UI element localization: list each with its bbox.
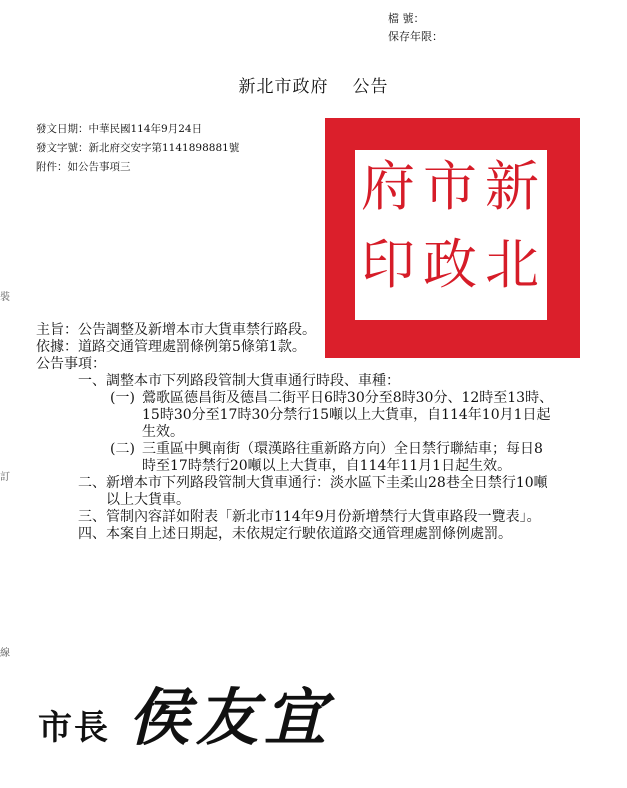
retention-label: 保存年限：: [388, 30, 443, 43]
seal-inner: [355, 150, 547, 320]
items-label: 公告事項：: [36, 356, 106, 372]
subject-label: 主旨：: [36, 322, 78, 338]
list-item: [66, 475, 556, 509]
basis-text: 道路交通管理處罰條例第5條第1款。: [78, 339, 306, 355]
item-number: 四、: [78, 526, 106, 542]
sub-item-text: 三重區中興南街（環漢路往重新路方向）全日禁行聯結車；每日8時至17時禁行20噸以上大貨車，自114年11月1日起生效。: [142, 441, 543, 474]
signature-title: 市長: [38, 708, 110, 748]
sub-item: [110, 441, 556, 475]
binding-mark: 訂: [0, 472, 10, 483]
attachment: 附件：如公告事項三: [36, 161, 131, 173]
subject: [36, 322, 556, 339]
title-type: 公告: [352, 77, 389, 97]
page-title: [0, 72, 627, 97]
binding-mark: 裝: [0, 292, 10, 303]
announcement-body: [36, 322, 556, 543]
item-text: 調整本市下列路段管制大貨車通行時段、車種：: [106, 373, 400, 389]
issue-number: 發文字號：新北府交安字第1141898881號: [36, 142, 240, 154]
title-org: 新北市政府: [238, 77, 329, 97]
basis: [36, 339, 556, 356]
seal-char: 北: [485, 233, 539, 296]
seal-char: 府: [361, 155, 415, 218]
seal-char: 市: [423, 155, 477, 218]
file-number-label: 檔 號：: [388, 12, 425, 25]
item-text: 新增本市下列路段管制大貨車通行：淡水區下圭柔山28巷全日禁行10噸以上大貨車。: [106, 475, 548, 508]
item-number: 一、: [78, 373, 106, 389]
list-item: [66, 509, 556, 526]
sub-item: [110, 390, 556, 441]
meta-block: [36, 120, 239, 177]
doc-number-block: [388, 10, 443, 46]
item-text: 本案自上述日期起，未依規定行駛依道路交通管理處罰條例處罰。: [106, 526, 512, 542]
seal-char: 印: [361, 233, 415, 296]
signature-name: 侯友宜: [128, 681, 333, 754]
binding-mark: 線: [0, 648, 10, 659]
issue-date: 發文日期：中華民國114年9月24日: [36, 123, 203, 135]
subject-text: 公告調整及新增本市大貨車禁行路段。: [78, 322, 316, 338]
item-number: 三、: [78, 509, 106, 525]
sub-item-number: (二): [110, 441, 135, 457]
seal-char: 政: [423, 233, 477, 296]
sub-item-text: 鶯歌區德昌街及德昌二街平日6時30分至8時30分、12時至13時、15時30分至17時30分禁行15噸以上大貨車，自114年10月1日起生效。: [142, 390, 554, 440]
mayor-signature: [38, 668, 332, 757]
item-text: 管制內容詳如附表「新北市114年9月份新增禁行大貨車路段一覽表」。: [106, 509, 541, 525]
list-item: [66, 373, 556, 390]
list-item: [66, 526, 556, 543]
basis-label: 依據：: [36, 339, 78, 355]
seal-char: 新: [485, 155, 539, 218]
item-number: 二、: [78, 475, 106, 491]
sub-item-number: (一): [110, 390, 135, 406]
